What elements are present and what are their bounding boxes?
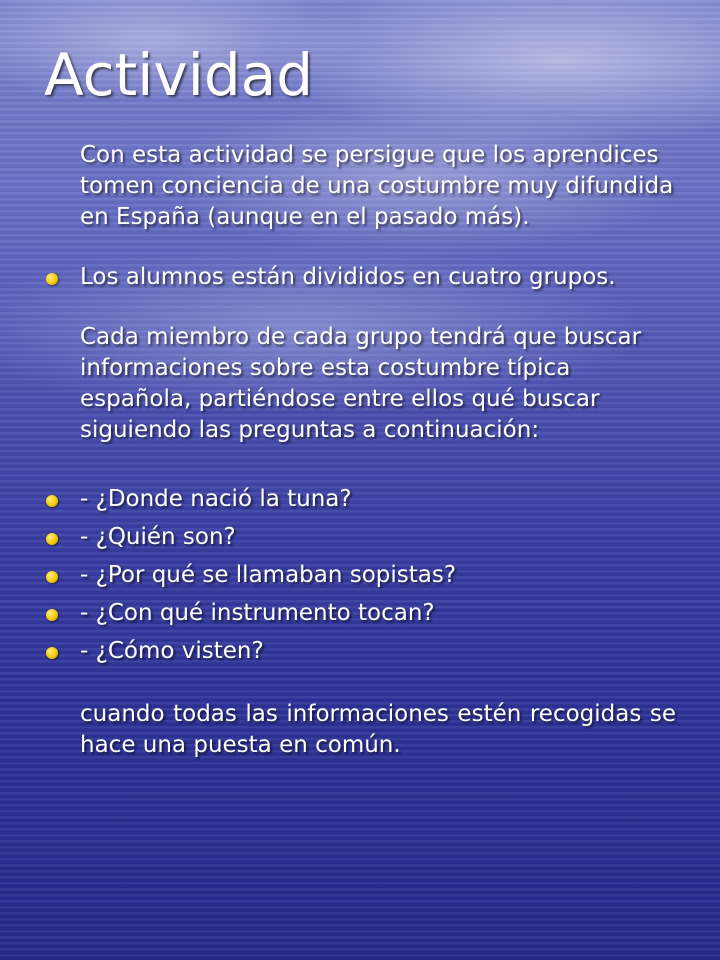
bullet-item-groups (44, 262, 676, 293)
bullet-icon (46, 495, 58, 507)
slide-title: Actividad (44, 41, 314, 109)
question-item (44, 560, 676, 591)
question-item (44, 636, 676, 667)
intro-paragraph: Con esta actividad se persigue que los aprendices tomen conciencia de una costumbre muy difundida en España (aunque en el pasado más). (80, 142, 674, 230)
question-text: - ¿Cómo visten? (80, 638, 264, 664)
instruction-paragraph: Cada miembro de cada grupo tendrá que buscar informaciones sobre esta costumbre típica española, partiéndose entre ellos qué buscar siguiendo las preguntas a continuación: (80, 324, 642, 443)
bullet-icon (46, 273, 58, 285)
question-text: - ¿Por qué se llamaban sopistas? (80, 562, 457, 588)
bullet-icon (46, 647, 58, 659)
bullet-icon (46, 571, 58, 583)
question-item (44, 484, 676, 515)
slide-content (44, 140, 676, 761)
bullet-text: Los alumnos están divididos en cuatro grupos. (80, 264, 616, 290)
bullet-icon (46, 533, 58, 545)
question-text: - ¿Donde nació la tuna? (80, 486, 352, 512)
bullet-icon (46, 609, 58, 621)
question-text: - ¿Con qué instrumento tocan? (80, 600, 435, 626)
closing-paragraph: cuando todas las informaciones estén recogidas se hace una puesta en común. (80, 701, 676, 758)
question-item (44, 598, 676, 629)
question-item (44, 522, 676, 553)
question-text: - ¿Quién son? (80, 524, 236, 550)
